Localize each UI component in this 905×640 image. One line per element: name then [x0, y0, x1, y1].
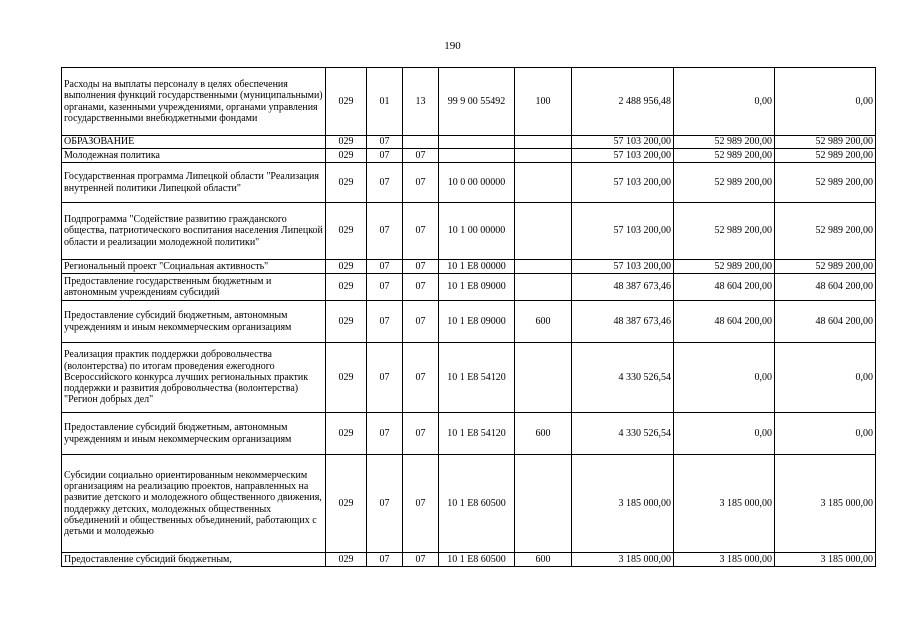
row-vr	[515, 136, 572, 149]
row-sum-2: 52 989 200,00	[674, 203, 775, 260]
row-vr	[515, 455, 572, 553]
row-csr: 10 1 E8 09000	[439, 301, 515, 343]
row-gr: 029	[326, 413, 367, 455]
row-vr	[515, 149, 572, 163]
row-gr: 029	[326, 274, 367, 301]
table-row	[62, 301, 876, 343]
row-vr	[515, 274, 572, 301]
row-sum-2: 48 604 200,00	[674, 301, 775, 343]
row-name: Государственная программа Липецкой области "Реализация внутренней политики Липецкой области"	[62, 163, 326, 203]
row-sum-2: 48 604 200,00	[674, 274, 775, 301]
row-pr	[403, 136, 439, 149]
row-pr: 07	[403, 343, 439, 413]
row-vr	[515, 163, 572, 203]
row-sum-2: 52 989 200,00	[674, 260, 775, 274]
row-vr: 100	[515, 68, 572, 136]
page-number: 190	[444, 40, 461, 52]
row-pr: 07	[403, 163, 439, 203]
row-sum-1: 57 103 200,00	[572, 260, 674, 274]
row-rz: 07	[367, 301, 403, 343]
row-name: Предоставление субсидий бюджетным, автономным учреждениям и иным некоммерческим организациям	[62, 301, 326, 343]
row-name: Расходы на выплаты персоналу в целях обеспечения выполнения функций государственными (муниципальными) органами, казенными учреждениями, органами управления государственными внебюджетными фондами	[62, 68, 326, 136]
row-vr: 600	[515, 413, 572, 455]
row-sum-2: 52 989 200,00	[674, 163, 775, 203]
row-sum-3: 0,00	[775, 413, 876, 455]
row-vr	[515, 260, 572, 274]
table-row	[62, 163, 876, 203]
row-rz: 07	[367, 136, 403, 149]
row-sum-1: 57 103 200,00	[572, 149, 674, 163]
row-sum-3: 52 989 200,00	[775, 163, 876, 203]
row-csr: 10 1 E8 60500	[439, 455, 515, 553]
row-sum-1: 3 185 000,00	[572, 553, 674, 567]
row-sum-3: 52 989 200,00	[775, 136, 876, 149]
row-rz: 07	[367, 455, 403, 553]
row-rz: 07	[367, 163, 403, 203]
row-sum-1: 4 330 526,54	[572, 413, 674, 455]
row-sum-3: 3 185 000,00	[775, 553, 876, 567]
row-gr: 029	[326, 136, 367, 149]
row-sum-3: 3 185 000,00	[775, 455, 876, 553]
row-sum-2: 0,00	[674, 68, 775, 136]
row-rz: 07	[367, 149, 403, 163]
row-name: ОБРАЗОВАНИЕ	[62, 136, 326, 149]
row-csr: 10 1 E8 54120	[439, 343, 515, 413]
row-sum-3: 0,00	[775, 343, 876, 413]
row-gr: 029	[326, 68, 367, 136]
row-sum-2: 3 185 000,00	[674, 455, 775, 553]
row-pr: 13	[403, 68, 439, 136]
table-row	[62, 274, 876, 301]
row-sum-3: 52 989 200,00	[775, 149, 876, 163]
row-vr	[515, 343, 572, 413]
row-rz: 07	[367, 413, 403, 455]
row-name: Региональный проект "Социальная активность"	[62, 260, 326, 274]
row-csr: 99 9 00 55492	[439, 68, 515, 136]
table-row	[62, 68, 876, 136]
budget-table	[61, 67, 876, 567]
row-sum-3: 48 604 200,00	[775, 301, 876, 343]
row-name: Подпрограмма "Содействие развитию гражданского общества, патриотического воспитания населения Липецкой области и реализации молодежной политики"	[62, 203, 326, 260]
row-sum-1: 3 185 000,00	[572, 455, 674, 553]
table-row	[62, 413, 876, 455]
row-sum-3: 52 989 200,00	[775, 260, 876, 274]
table-row	[62, 455, 876, 553]
row-vr	[515, 203, 572, 260]
row-csr: 10 1 E8 60500	[439, 553, 515, 567]
row-csr	[439, 149, 515, 163]
row-csr: 10 1 E8 54120	[439, 413, 515, 455]
row-gr: 029	[326, 203, 367, 260]
row-pr: 07	[403, 413, 439, 455]
row-sum-2: 52 989 200,00	[674, 149, 775, 163]
row-pr: 07	[403, 149, 439, 163]
row-gr: 029	[326, 149, 367, 163]
row-pr: 07	[403, 301, 439, 343]
table-row	[62, 343, 876, 413]
row-sum-2: 0,00	[674, 413, 775, 455]
row-pr: 07	[403, 455, 439, 553]
row-sum-2: 52 989 200,00	[674, 136, 775, 149]
row-gr: 029	[326, 301, 367, 343]
row-csr: 10 0 00 00000	[439, 163, 515, 203]
row-gr: 029	[326, 455, 367, 553]
row-pr: 07	[403, 274, 439, 301]
row-sum-3: 48 604 200,00	[775, 274, 876, 301]
row-sum-1: 57 103 200,00	[572, 203, 674, 260]
row-rz: 07	[367, 203, 403, 260]
row-sum-2: 3 185 000,00	[674, 553, 775, 567]
row-sum-3: 52 989 200,00	[775, 203, 876, 260]
row-gr: 029	[326, 343, 367, 413]
row-csr: 10 1 E8 09000	[439, 274, 515, 301]
row-rz: 01	[367, 68, 403, 136]
row-name: Предоставление субсидий бюджетным, автономным учреждениям и иным некоммерческим организациям	[62, 413, 326, 455]
row-sum-3: 0,00	[775, 68, 876, 136]
table-row	[62, 260, 876, 274]
table-row	[62, 553, 876, 567]
row-name: Реализация практик поддержки добровольчества (волонтерства) по итогам проведения ежегодного Всероссийского конкурса лучших региональных практик поддержки и развития добровольчества (волонтерства) "Регион добрых дел"	[62, 343, 326, 413]
table-row	[62, 149, 876, 163]
row-pr: 07	[403, 260, 439, 274]
row-sum-2: 0,00	[674, 343, 775, 413]
row-name: Молодежная политика	[62, 149, 326, 163]
row-name: Предоставление субсидий бюджетным,	[62, 553, 326, 567]
row-vr: 600	[515, 301, 572, 343]
row-sum-1: 57 103 200,00	[572, 163, 674, 203]
row-csr	[439, 136, 515, 149]
row-sum-1: 48 387 673,46	[572, 301, 674, 343]
row-rz: 07	[367, 274, 403, 301]
row-sum-1: 2 488 956,48	[572, 68, 674, 136]
table-row	[62, 203, 876, 260]
row-csr: 10 1 E8 00000	[439, 260, 515, 274]
row-vr: 600	[515, 553, 572, 567]
row-sum-1: 4 330 526,54	[572, 343, 674, 413]
row-csr: 10 1 00 00000	[439, 203, 515, 260]
table-row	[62, 136, 876, 149]
row-rz: 07	[367, 260, 403, 274]
row-gr: 029	[326, 260, 367, 274]
row-pr: 07	[403, 553, 439, 567]
row-sum-1: 48 387 673,46	[572, 274, 674, 301]
row-gr: 029	[326, 163, 367, 203]
row-rz: 07	[367, 553, 403, 567]
row-sum-1: 57 103 200,00	[572, 136, 674, 149]
row-gr: 029	[326, 553, 367, 567]
row-name: Предоставление государственным бюджетным и автономным учреждениям субсидий	[62, 274, 326, 301]
row-rz: 07	[367, 343, 403, 413]
row-pr: 07	[403, 203, 439, 260]
row-name: Субсидии социально ориентированным некоммерческим организациям на реализацию проектов, направленных на развитие детского и молодежного общественного движения, поддержку детских, молодежных общественных объединений и общественных объединений, работающих с детьми и молодежью	[62, 455, 326, 553]
